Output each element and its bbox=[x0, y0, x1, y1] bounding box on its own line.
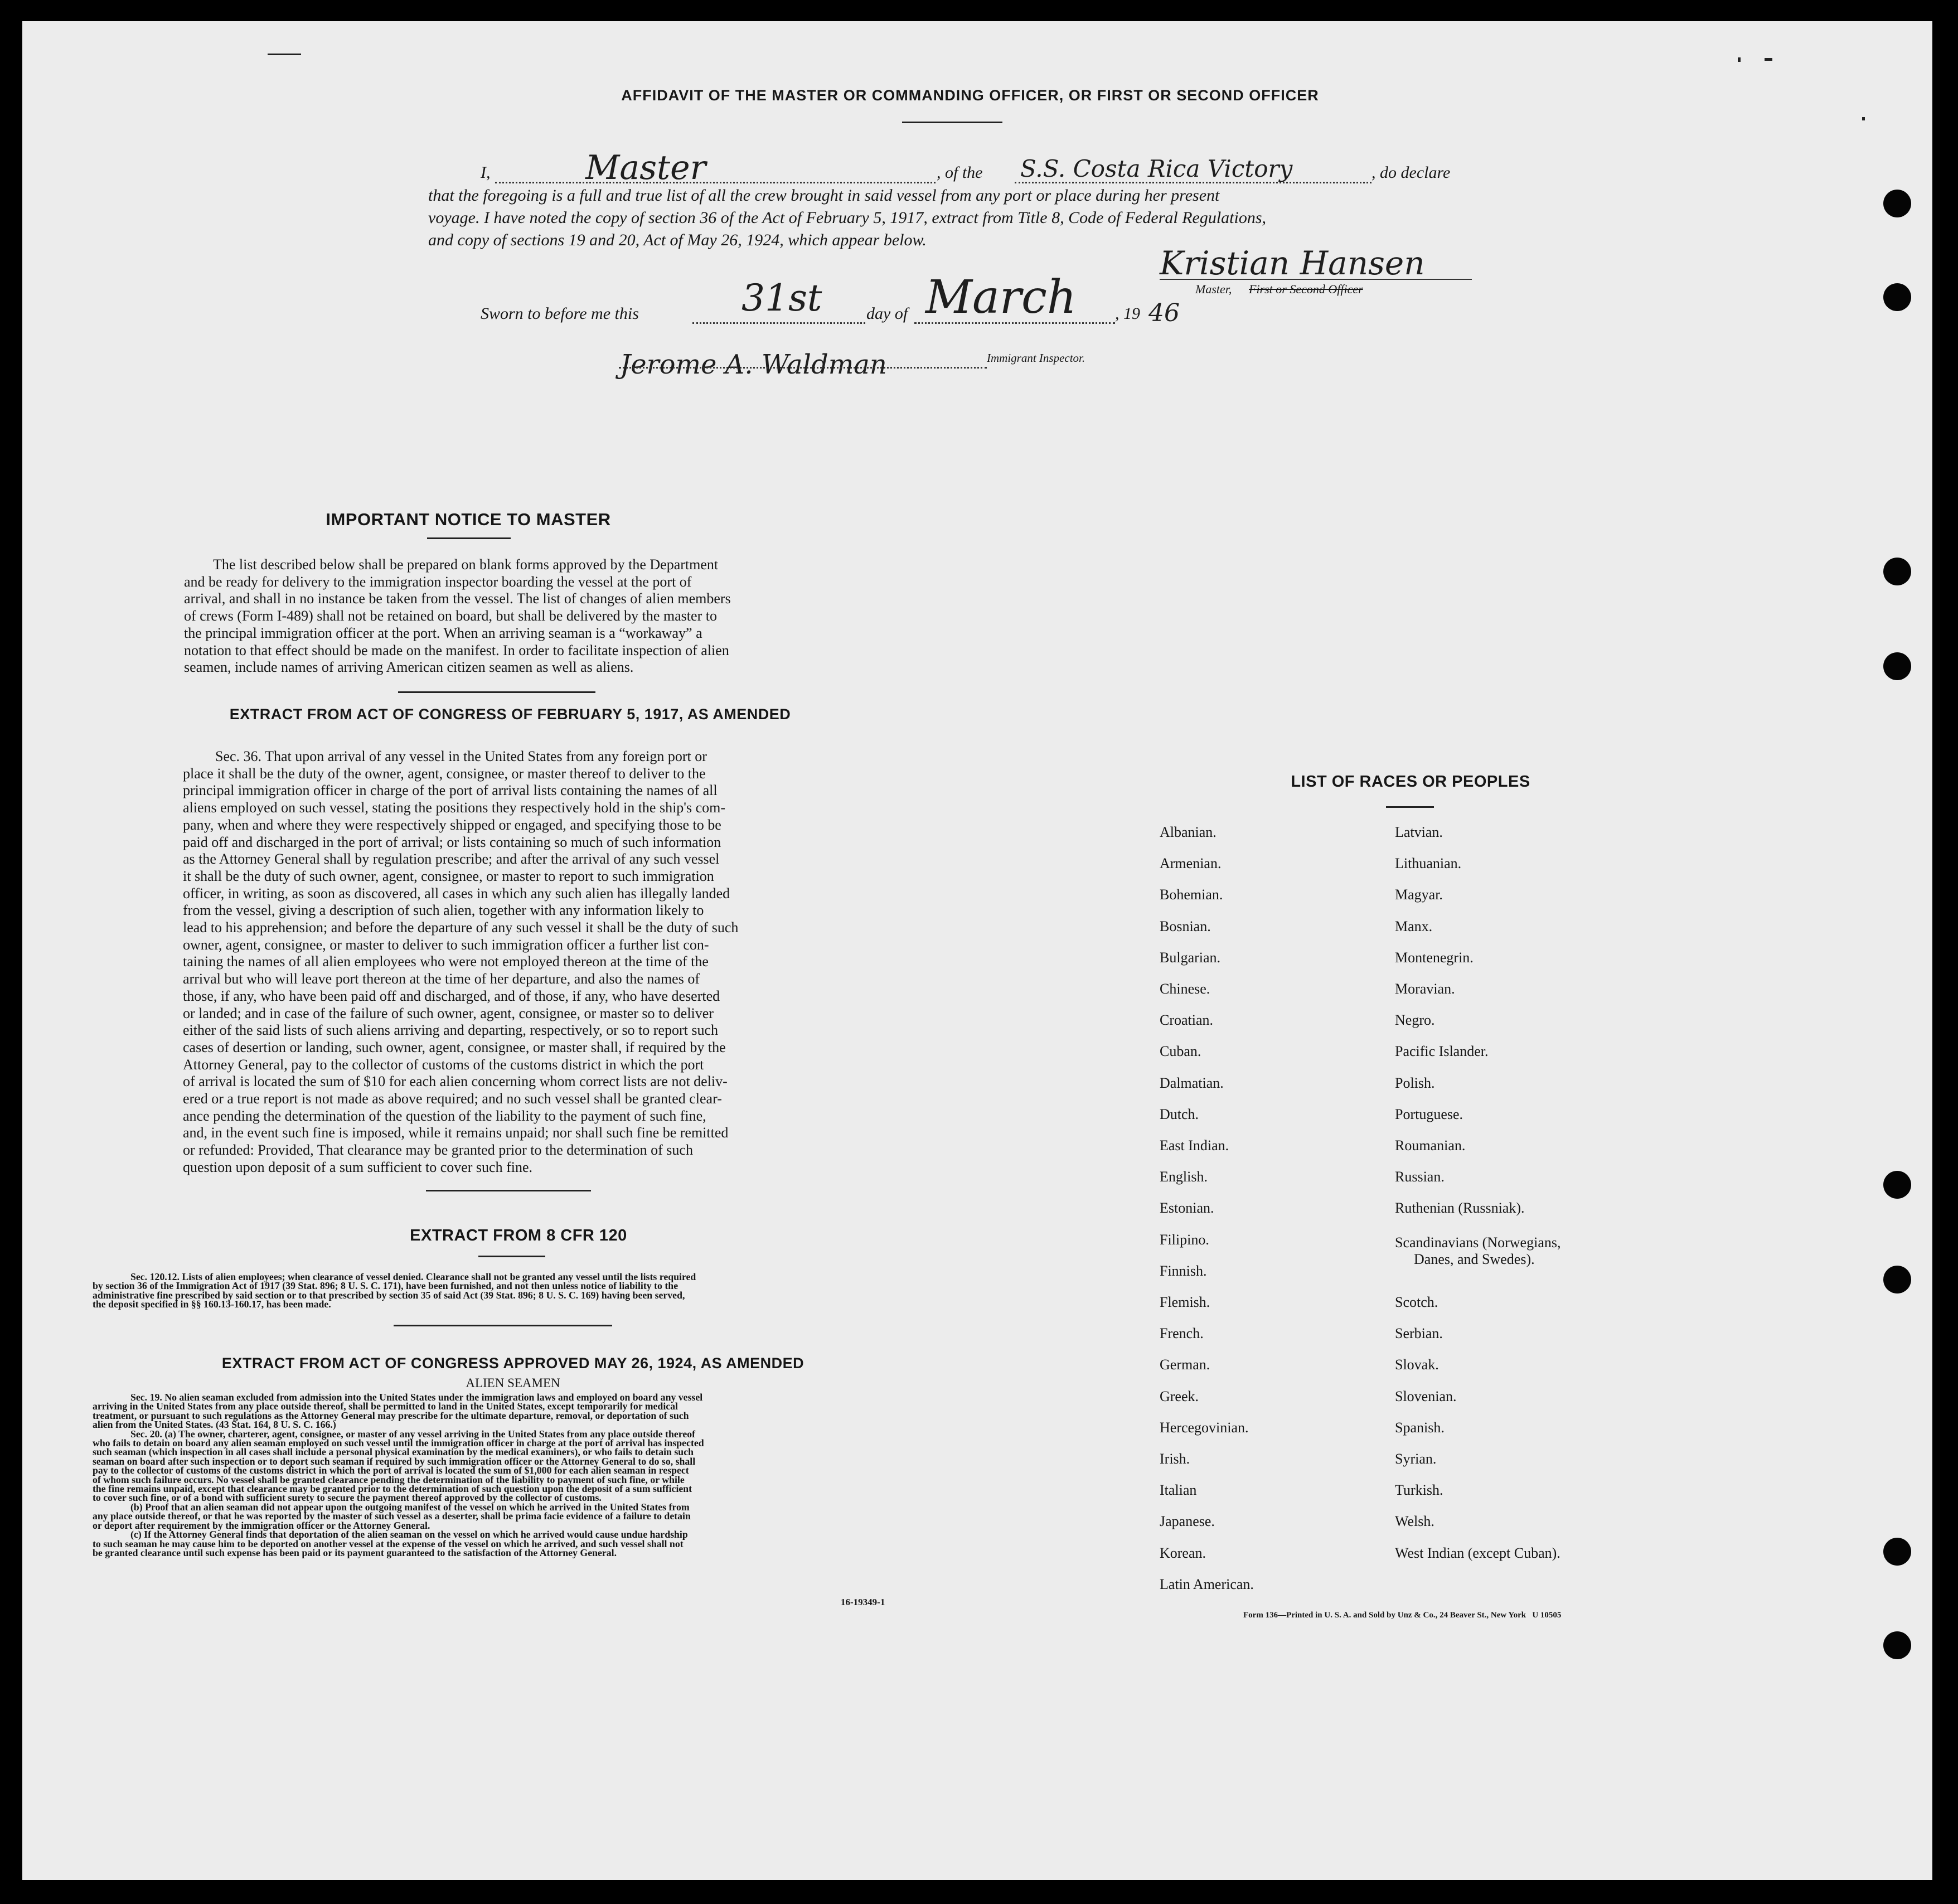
printer-footer: Form 136—Printed in U. S. A. and Sold by Unz & Co., 24 Beaver St., New York U 10505 bbox=[1243, 1611, 1562, 1620]
text-line: from the vessel, giving a description of such alien, together with any information likely to bbox=[183, 902, 704, 919]
race-item: Moravian. bbox=[1395, 981, 1455, 997]
race-item: Japanese. bbox=[1160, 1513, 1215, 1529]
text-line: the principal immigration officer at the port. When an arriving seaman is a “workaway” a bbox=[184, 624, 702, 641]
text-line: of arrival is located the sum of $10 for each alien concerning whom correct lists are not deliv- bbox=[183, 1073, 728, 1090]
text-line: such seaman (which inspection in all cases shall include a personal physical examination by the medical examiners), or who fails to detain such bbox=[93, 1446, 694, 1458]
race-item: Latvian. bbox=[1395, 824, 1443, 840]
race-item: Welsh. bbox=[1395, 1513, 1434, 1529]
text-line: those, if any, who have been paid off and discharged, and of those, if any, who have deserted bbox=[183, 987, 720, 1004]
affidavit-title: AFFIDAVIT OF THE MASTER OR COMMANDING OFFICER, OR FIRST OR SECOND OFFICER bbox=[621, 87, 1319, 104]
text-line: Attorney General, pay to the collector of customs of the customs district in which the port bbox=[183, 1056, 704, 1073]
handwritten-vessel: S.S. Costa Rica Victory bbox=[1020, 155, 1293, 182]
master-name-line bbox=[495, 182, 936, 183]
races-title: LIST OF RACES OR PEOPLES bbox=[1291, 773, 1530, 791]
race-item: Bohemian. bbox=[1160, 886, 1223, 903]
scan-mark bbox=[1765, 58, 1772, 61]
notice-body bbox=[184, 556, 836, 676]
race-item: Slovak. bbox=[1395, 1356, 1439, 1373]
text-line: (c) If the Attorney General finds that deportation of the alien seaman on the vessel on which he arrived would cause undue hardship bbox=[130, 1529, 688, 1540]
text-line: ered or a true report is not made as above required; and no such vessel shall be granted clear- bbox=[183, 1091, 722, 1107]
text-line: officer, in writing, as soon as discovered, all cases in which any such alien has illegally landed bbox=[183, 885, 730, 902]
text-line: (b) Proof that an alien seaman did not appear upon the outgoing manifest of the vessel on which he arrived in the United States from bbox=[130, 1501, 690, 1513]
text-line: owner, agent, consignee, or master to deliver to such immigration officer a further list con- bbox=[183, 936, 709, 953]
race-item: Dutch. bbox=[1160, 1106, 1199, 1122]
race-item: Slovenian. bbox=[1395, 1388, 1457, 1404]
handwritten-signature: Kristian Hansen bbox=[1160, 244, 1425, 282]
text-line: arriving in the United States from any place outside thereof, shall be permitted to land in the United States, except temporarily for medical bbox=[93, 1401, 678, 1412]
extract-1917-body bbox=[183, 748, 837, 1176]
text-line: alien from the United States. (43 Stat. 164, 8 U. S. C. 166.) bbox=[93, 1419, 336, 1431]
text-line: be granted clearance until such expense has been paid or its payment guaranteed to the satisfaction of the Attorney General. bbox=[93, 1547, 617, 1558]
handwritten-master: Master bbox=[585, 148, 706, 187]
race-item: Italian bbox=[1160, 1482, 1197, 1498]
document-page bbox=[22, 21, 1932, 1880]
race-item: Latin American. bbox=[1160, 1576, 1254, 1592]
race-item: Syrian. bbox=[1395, 1451, 1437, 1467]
binder-hole bbox=[1883, 1171, 1911, 1199]
extract-1924-title: EXTRACT FROM ACT OF CONGRESS APPROVED MAY 26, 1924, AS AMENDED bbox=[221, 1355, 804, 1372]
race-item: Pacific Islander. bbox=[1395, 1043, 1489, 1059]
alien-seamen-subtitle: ALIEN SEAMEN bbox=[466, 1376, 560, 1390]
race-item: Chinese. bbox=[1160, 981, 1210, 997]
text-line: taining the names of all alien employees who were not employed thereon at the time of the bbox=[183, 953, 709, 970]
text-line: Sec. 20. (a) The owner, charterer, agent, consignee, or master of any vessel arriving in the United States from any place outside thereof bbox=[130, 1428, 696, 1440]
divider bbox=[426, 1190, 591, 1191]
race-item: Bosnian. bbox=[1160, 918, 1211, 934]
text-line: or landed; and in case of the failure of such owner, agent, consignee, or master so to deliver bbox=[183, 1005, 714, 1021]
text-line: aliens employed on such vessel, stating the positions they respectively hold in the ship's com- bbox=[183, 800, 726, 816]
race-item: Ruthenian (Russniak). bbox=[1395, 1200, 1525, 1216]
race-item: Greek. bbox=[1160, 1388, 1199, 1404]
text-line: principal immigration officer in charge of the port of arrival lists containing the names of all bbox=[183, 782, 718, 799]
year-prefix: , 19 bbox=[1115, 304, 1140, 323]
race-item: Estonian. bbox=[1160, 1200, 1214, 1216]
text-line: or deport after requirement by the immigration officer or the Attorney General. bbox=[93, 1519, 430, 1531]
race-item: Albanian. bbox=[1160, 824, 1217, 840]
text-line: paid off and discharged in the port of arrival; or lists containing so much of such information bbox=[183, 834, 721, 850]
day-line bbox=[692, 322, 865, 324]
race-item: Armenian. bbox=[1160, 855, 1222, 871]
struck-officer-label: First or Second Officer bbox=[1249, 282, 1363, 296]
text-line: either of the said lists of such aliens arriving and departing, respectively, or so to report such bbox=[183, 1022, 719, 1039]
affidavit-line-4: and copy of sections 19 and 20, Act of May 26, 1924, which appear below. bbox=[428, 231, 927, 249]
race-item: Scandinavians (Norwegians, bbox=[1395, 1234, 1561, 1251]
text-line: seamen, include names of arriving American citizen seamen as well as aliens. bbox=[184, 659, 634, 676]
handwritten-day: 31st bbox=[741, 277, 822, 319]
text-line: The list described below shall be prepared on blank forms approved by the Department bbox=[213, 556, 719, 573]
inspector-label: Immigrant Inspector. bbox=[987, 351, 1085, 365]
text-line: it shall be the duty of such owner, agent, consignee, or master to report to such immigration bbox=[183, 868, 714, 884]
handwritten-inspector: Jerome A. Waldman bbox=[620, 349, 887, 380]
race-item: Cuban. bbox=[1160, 1043, 1201, 1059]
divider bbox=[1386, 806, 1434, 808]
text-line: Sec. 36. That upon arrival of any vessel in the United States from any foreign port or bbox=[215, 748, 707, 764]
divider bbox=[394, 1325, 612, 1326]
race-item: Manx. bbox=[1395, 918, 1433, 934]
extract-1924-body bbox=[93, 1393, 919, 1557]
divider bbox=[902, 122, 1002, 123]
inspector-line bbox=[619, 367, 987, 369]
race-item: Russian. bbox=[1395, 1169, 1445, 1185]
text-line: as the Attorney General shall by regulation prescribe; and after the arrival of any such vessel bbox=[183, 851, 720, 868]
race-item: Bulgarian. bbox=[1160, 949, 1221, 966]
extract-1917-title: EXTRACT FROM ACT OF CONGRESS OF FEBRUARY 5, 1917, AS AMENDED bbox=[229, 706, 791, 723]
race-item: Dalmatian. bbox=[1160, 1075, 1224, 1091]
race-item: Hercegovinian. bbox=[1160, 1419, 1249, 1436]
affidavit-of-the: , of the bbox=[937, 163, 983, 182]
text-line: seaman on board after such inspection or to deport such seaman if required by such immigration officer or the Attorney General to do so, shall bbox=[93, 1455, 696, 1467]
text-line: treatment, or pursuant to such regulations as the Attorney General may prescribe for the ultimate departure, removal, or deportation of such bbox=[93, 1409, 689, 1421]
race-item: Portuguese. bbox=[1395, 1106, 1463, 1122]
text-line: and, in the event such fine is imposed, while it remains unpaid; nor shall such fine be remitted bbox=[183, 1125, 729, 1141]
race-item: East Indian. bbox=[1160, 1137, 1229, 1154]
text-line: to cover such fine, or of a bond with sufficient surety to secure the payment thereof approved by the collector of customs. bbox=[93, 1492, 602, 1504]
text-line: ance pending the determination of the question of the liability to the payment of such fine, bbox=[183, 1107, 706, 1124]
race-item: Turkish. bbox=[1395, 1482, 1443, 1498]
sworn-label: Sworn to before me this bbox=[481, 304, 639, 323]
race-item: Irish. bbox=[1160, 1451, 1190, 1467]
race-item: Serbian. bbox=[1395, 1325, 1443, 1341]
text-line: of crews (Form I-489) shall not be retained on board, but shall be delivered by the master to bbox=[184, 608, 717, 624]
text-line: any place outside thereof, or that he was reported by the master of such vessel as a deserter, shall be prima facie evidence of a failure to detain bbox=[93, 1510, 691, 1522]
scan-mark bbox=[1862, 117, 1865, 120]
race-item: Korean. bbox=[1160, 1545, 1206, 1561]
race-item: Montenegrin. bbox=[1395, 949, 1474, 966]
text-line: arrival but who will leave port thereon at the time of her departure, and also the names of bbox=[183, 971, 700, 987]
race-item: Magyar. bbox=[1395, 886, 1443, 903]
text-line: cases of desertion or landing, such owner, agent, consignee, or master shall, if required by the bbox=[183, 1039, 726, 1055]
text-line: administrative fine prescribed by said section or to that prescribed by section 35 of said Act (39 Stat. 896; 8 U. S. C. 169) having been served, bbox=[93, 1289, 685, 1301]
text-line: arrival, and shall in no instance be taken from the vessel. The list of changes of alien members bbox=[184, 590, 731, 607]
binder-hole bbox=[1883, 1538, 1911, 1566]
text-line: to such seaman he may cause him to be deported on another vessel at the expense of the vessel on which he arrived, and such vessel shall not bbox=[93, 1538, 684, 1549]
signature-line bbox=[1160, 279, 1472, 280]
text-line: notation to that effect should be made on the manifest. In order to facilitate inspection of alien bbox=[184, 642, 729, 658]
form-number: 16-19349-1 bbox=[841, 1597, 885, 1607]
race-item: Flemish. bbox=[1160, 1294, 1210, 1310]
text-line: place it shall be the duty of the owner, agent, consignee, or master thereof to deliver to the bbox=[183, 765, 706, 782]
binder-hole bbox=[1883, 558, 1911, 585]
text-line: lead to his apprehension; and before the departure of any such vessel it shall be the duty of such bbox=[183, 919, 739, 936]
text-line: Sec. 120.12. Lists of alien employees; when clearance of vessel denied. Clearance shall not be granted any vessel until the lists required bbox=[130, 1271, 696, 1282]
race-item: German. bbox=[1160, 1356, 1210, 1373]
race-item: French. bbox=[1160, 1325, 1204, 1341]
affidavit-line-3: voyage. I have noted the copy of section 36 of the Act of February 5, 1917, extract from Title 8, Code of Federal Regulations, bbox=[428, 209, 1267, 227]
race-item: Finnish. bbox=[1160, 1263, 1207, 1279]
text-line: who fails to detain on board any alien seaman employed on such vessel until the immigration officer in charge at the port of arrival has inspected bbox=[93, 1437, 704, 1449]
race-item: Croatian. bbox=[1160, 1012, 1214, 1028]
binder-hole bbox=[1883, 1631, 1911, 1659]
binder-hole bbox=[1883, 1266, 1911, 1293]
master-label: Master, bbox=[1195, 282, 1232, 296]
scan-mark bbox=[268, 54, 301, 55]
text-line: by section 36 of the Immigration Act of 1917 (39 Stat. 896; 8 U. S. C. 171), have been furnished, and not then unless notice of liability to the bbox=[93, 1280, 678, 1292]
race-item: Lithuanian. bbox=[1395, 855, 1462, 871]
handwritten-year: 46 bbox=[1148, 299, 1180, 327]
day-of-label: day of bbox=[866, 304, 908, 323]
text-line: pany, when and where they were respectively shipped or engaged, and specifying those to be bbox=[183, 816, 721, 833]
divider bbox=[398, 691, 595, 693]
divider bbox=[427, 537, 511, 539]
race-item: Scotch. bbox=[1395, 1294, 1438, 1310]
extract-cfr-title: EXTRACT FROM 8 CFR 120 bbox=[410, 1227, 627, 1244]
affidavit-line-2: that the foregoing is a full and true list of all the crew brought in said vessel from any port or place during her present bbox=[428, 186, 1220, 205]
race-item: Spanish. bbox=[1395, 1419, 1445, 1436]
race-item: Danes, and Swedes). bbox=[1414, 1251, 1535, 1267]
scan-mark bbox=[1738, 57, 1741, 62]
text-line: of whom such failure occurs. No vessel shall be granted clearance pending the determination of the liability to payment of such fine, or while bbox=[93, 1474, 685, 1485]
binder-hole bbox=[1883, 652, 1911, 680]
handwritten-month: March bbox=[925, 271, 1077, 324]
race-item: Filipino. bbox=[1160, 1232, 1209, 1248]
binder-hole bbox=[1883, 190, 1911, 217]
divider bbox=[478, 1256, 545, 1257]
extract-cfr-body bbox=[93, 1272, 919, 1309]
race-item: Polish. bbox=[1395, 1075, 1435, 1091]
text-line: and be ready for delivery to the immigration inspector boarding the vessel at the port of bbox=[184, 573, 692, 590]
binder-hole bbox=[1883, 283, 1911, 311]
text-line: pay to the collector of customs of the customs district in which the port of arrival is located the sum of $1,000 for each alien seaman in respect bbox=[93, 1465, 689, 1476]
text-line: or refunded: Provided, That clearance may be granted prior to the determination of such bbox=[183, 1142, 693, 1159]
race-item: English. bbox=[1160, 1169, 1208, 1185]
affidavit-i-label: I, bbox=[481, 163, 491, 182]
race-item: West Indian (except Cuban). bbox=[1395, 1545, 1560, 1561]
text-line: question upon deposit of a sum sufficient to cover such fine. bbox=[183, 1159, 533, 1175]
text-line: Sec. 19. No alien seaman excluded from admission into the United States under the immigration laws and employed on board any vessel bbox=[130, 1392, 703, 1403]
text-line: the fine remains unpaid, except that clearance may be granted prior to the determination of such question upon the deposit of a sum sufficient bbox=[93, 1483, 692, 1495]
race-item: Roumanian. bbox=[1395, 1137, 1466, 1154]
notice-title: IMPORTANT NOTICE TO MASTER bbox=[326, 510, 611, 529]
affidavit-do-declare: , do declare bbox=[1371, 163, 1451, 182]
text-line: the deposit specified in §§ 160.13-160.17, has been made. bbox=[93, 1299, 331, 1310]
race-item: Negro. bbox=[1395, 1012, 1435, 1028]
